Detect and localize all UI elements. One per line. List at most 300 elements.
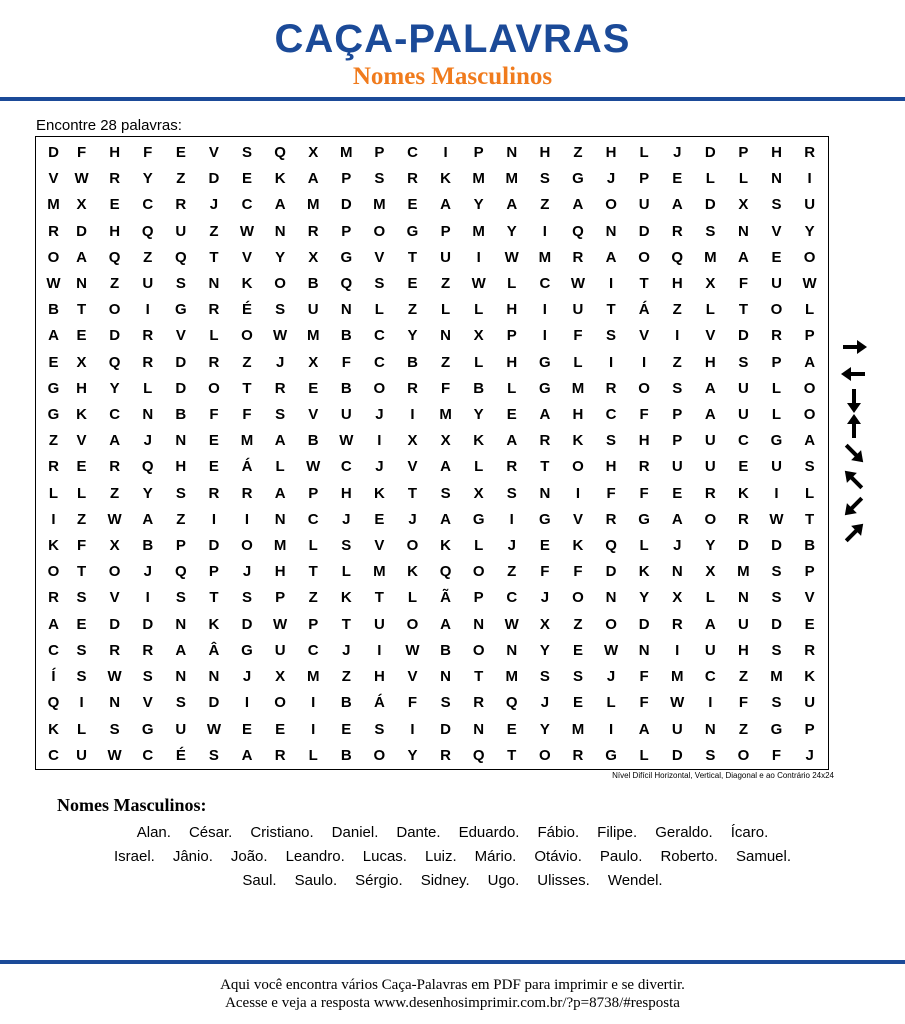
grid-letter: O [108, 301, 121, 319]
grid-letter: D [142, 615, 154, 633]
grid-letter: U [307, 301, 319, 319]
grid-letter: E [672, 170, 683, 188]
grid-letter: L [771, 379, 782, 397]
grid-letter: U [373, 615, 385, 633]
grid-letter: M [670, 668, 684, 686]
grid-letter: S [771, 563, 782, 581]
grid-letter: N [605, 222, 617, 240]
grid-letter: C [142, 746, 154, 764]
grid-letter: I [211, 510, 216, 528]
grid-letter: D [605, 563, 617, 581]
grid-letter: C [109, 406, 121, 424]
grid-letter: L [705, 170, 715, 188]
grid-letter: I [807, 170, 812, 188]
word-item: Ícaro. [730, 824, 769, 841]
grid-letter: Y [473, 196, 484, 214]
grid-letter: P [738, 144, 749, 161]
grid-letter: I [542, 301, 547, 319]
grid-letter: K [440, 170, 451, 188]
grid-letter: D [771, 537, 782, 555]
grid-letter: R [208, 484, 220, 502]
grid-letter: O [737, 746, 750, 764]
grid-letter: H [738, 641, 749, 659]
grid-letter: H [274, 563, 286, 581]
grid-letter: O [472, 641, 485, 659]
grid-letter: K [274, 170, 286, 188]
word-list-row [0, 848, 905, 866]
grid-letter: W [306, 458, 321, 476]
grid-letter: Q [671, 248, 684, 266]
grid-letter: Q [47, 694, 60, 712]
grid-letter: A [440, 196, 451, 214]
grid-letter: I [410, 406, 415, 424]
word-item: Leandro. [285, 848, 345, 865]
grid-letter: A [109, 432, 121, 450]
grid-letter: W [504, 248, 519, 266]
grid-letter: U [671, 458, 683, 476]
grid-letter: K [373, 484, 385, 502]
grid-letter: H [771, 144, 782, 161]
grid-letter: M [472, 222, 485, 240]
grid-letter: C [605, 406, 617, 424]
grid-letter: H [572, 406, 584, 424]
grid-letter: H [373, 668, 385, 686]
grid-letter: C [48, 746, 59, 764]
grid-letter: M [340, 144, 353, 161]
arrow-left-icon [836, 361, 872, 387]
grid-letter: R [407, 379, 418, 397]
grid-letter: G [406, 222, 419, 240]
grid-letter: S [374, 720, 385, 738]
grid-letter: Q [505, 694, 518, 712]
grid-letter: S [606, 327, 617, 345]
grid-letter: Z [738, 720, 748, 738]
grid-letter: P [175, 537, 186, 555]
grid-letter: Í [51, 668, 56, 686]
grid-letter: Z [738, 668, 748, 686]
grid-letter: G [47, 406, 60, 424]
grid-letter: A [274, 196, 286, 214]
grid-letter: J [805, 746, 814, 764]
grid-letter: P [473, 144, 484, 161]
grid-letter: P [275, 589, 286, 607]
grid-letter: Á [241, 458, 253, 476]
grid-letter: E [208, 432, 219, 450]
grid-letter: E [76, 615, 87, 633]
grid-letter: J [606, 170, 616, 188]
grid-letter: E [572, 694, 583, 712]
grid-letter: S [738, 353, 749, 371]
grid-letter: Z [176, 170, 186, 188]
grid-letter: S [771, 589, 782, 607]
grid-letter: Z [573, 615, 583, 633]
grid-letter: K [804, 668, 816, 686]
grid-letter: R [109, 458, 121, 476]
grid-letter: S [76, 641, 87, 659]
grid-letter: N [771, 170, 782, 188]
grid-letter: S [374, 275, 385, 293]
grid-letter: F [639, 694, 649, 712]
grid-letter: C [48, 641, 59, 659]
grid-letter: P [672, 432, 683, 450]
grid-letter: W [670, 694, 685, 712]
grid-letter: N [274, 510, 286, 528]
grid-letter: Z [308, 589, 318, 607]
grid-letter: G [340, 248, 353, 266]
grid-letter: O [572, 589, 584, 607]
grid-letter: V [771, 222, 782, 240]
grid-letter: Q [141, 458, 154, 476]
grid-letter: D [638, 615, 650, 633]
grid-letter: G [539, 510, 551, 528]
grid-letter: L [76, 720, 87, 738]
grid-letter: I [608, 720, 614, 738]
grid-letter: F [209, 406, 219, 424]
grid-letter: A [307, 170, 319, 188]
grid-letter: T [242, 379, 252, 397]
word-item: Luiz. [424, 848, 457, 865]
grid-letter: F [771, 746, 782, 764]
grid-letter: V [308, 406, 319, 424]
grid-letter: S [242, 144, 253, 161]
grid-letter: G [141, 720, 154, 738]
grid-letter: N [109, 694, 121, 712]
grid-letter: A [274, 432, 286, 450]
grid-letter: D [175, 379, 187, 397]
grid-letter: U [76, 746, 87, 764]
grid-letter: Z [143, 248, 153, 266]
grid-letter: Q [605, 537, 617, 555]
grid-letter: U [175, 222, 187, 240]
grid-letter: A [506, 432, 518, 450]
grid-letter: E [539, 537, 550, 555]
grid-letter: J [540, 589, 550, 607]
arrow-down-icon [836, 387, 872, 413]
grid-letter: P [771, 353, 782, 371]
grid-letter: G [241, 641, 253, 659]
grid-letter: N [473, 720, 485, 738]
grid-letter: L [573, 353, 583, 371]
grid-letter: Z [176, 510, 186, 528]
word-item: Sérgio. [355, 872, 403, 889]
grid-letter: I [377, 641, 382, 659]
grid-letter: Y [539, 720, 550, 738]
grid-letter: O [241, 327, 253, 345]
grid-letter: U [572, 301, 584, 319]
grid-letter: N [274, 222, 286, 240]
grid-letter: O [406, 615, 419, 633]
grid-letter: V [242, 248, 253, 266]
grid-letter: N [208, 275, 220, 293]
grid-letter: I [542, 327, 547, 345]
grid-letter: E [572, 641, 583, 659]
grid-letter: X [76, 196, 87, 214]
grid-letter: F [738, 275, 748, 293]
grid-letter: L [76, 484, 87, 502]
grid-letter: Z [242, 353, 252, 371]
grid-letter: Y [473, 406, 484, 424]
grid-letter: F [407, 694, 418, 712]
arrow-up-right-icon [836, 520, 872, 546]
grid-letter: W [504, 615, 519, 633]
grid-letter: K [76, 406, 87, 424]
grid-letter: Y [109, 379, 120, 397]
grid-letter: L [507, 379, 517, 397]
grid-letter: R [208, 353, 220, 371]
grid-letter: Z [440, 275, 451, 293]
grid-letter: U [804, 694, 816, 712]
grid-letter: A [440, 458, 451, 476]
grid-letter: R [704, 484, 716, 502]
grid-letter: Z [540, 196, 550, 214]
arrow-right-icon [836, 334, 872, 360]
grid-letter: L [507, 275, 517, 293]
word-item: Ugo. [487, 872, 520, 889]
grid-letter: L [143, 379, 153, 397]
grid-letter: B [48, 301, 59, 319]
grid-letter: A [804, 353, 816, 371]
grid-letter: V [572, 510, 583, 528]
grid-letter: N [208, 668, 220, 686]
grid-letter: W [46, 275, 61, 293]
grid-letter: O [539, 746, 551, 764]
grid-letter: T [738, 301, 748, 319]
grid-letter: T [407, 248, 418, 266]
arrow-up-left-icon [836, 467, 872, 493]
grid-letter: T [474, 668, 484, 686]
grid-letter: C [407, 144, 418, 161]
grid-letter: U [804, 196, 816, 214]
grid-letter: I [443, 144, 448, 161]
grid-letter: W [74, 170, 89, 188]
grid-letter: A [704, 615, 716, 633]
grid-letter: M [571, 720, 585, 738]
arrow-up-icon [836, 414, 872, 440]
grid-letter: C [373, 327, 385, 345]
grid-letter: E [407, 196, 418, 214]
grid-letter: S [672, 379, 683, 397]
grid-letter: Z [341, 668, 351, 686]
grid-letter: S [142, 668, 153, 686]
footer-link-text: Acesse e veja a resposta www.desenhosimprimir.com.br/?p=8738/#resposta [225, 995, 680, 1011]
grid-letter: U [738, 615, 749, 633]
grid-letter: S [705, 222, 716, 240]
grid-letter: V [208, 144, 219, 161]
letter-grid [36, 137, 828, 769]
grid-letter: G [605, 746, 617, 764]
grid-letter: G [539, 353, 551, 371]
grid-letter: J [143, 432, 152, 450]
grid-letter: S [705, 746, 716, 764]
grid-letter: S [539, 170, 550, 188]
grid-letter: X [308, 353, 319, 371]
grid-letter: C [506, 589, 518, 607]
grid-letter: T [76, 563, 87, 581]
grid-letter: W [273, 615, 288, 633]
grid-letter: H [76, 379, 87, 397]
bottom-divider [0, 960, 905, 964]
grid-letter: U [704, 458, 716, 476]
grid-letter: E [275, 720, 286, 738]
grid-letter: P [308, 484, 319, 502]
grid-letter: V [109, 589, 120, 607]
grid-letter: V [175, 327, 186, 345]
grid-letter: Ã [440, 589, 451, 607]
grid-letter: M [505, 170, 519, 188]
grid-letter: R [605, 379, 617, 397]
grid-letter: P [341, 170, 352, 188]
grid-letter: É [175, 746, 186, 764]
grid-letter: Z [48, 432, 59, 450]
grid-letter: S [275, 406, 286, 424]
grid-letter: H [109, 222, 121, 240]
grid-letter: P [804, 720, 815, 738]
grid-letter: U [175, 720, 187, 738]
grid-letter: M [439, 406, 452, 424]
grid-letter: W [239, 222, 255, 240]
grid-letter: W [107, 510, 122, 528]
grid-letter: T [507, 746, 517, 764]
grid-letter: U [738, 406, 749, 424]
grid-letter: A [704, 406, 716, 424]
grid-letter: W [273, 327, 288, 345]
grid-letter: H [109, 144, 121, 161]
grid-letter: W [206, 720, 221, 738]
grid-letter: I [79, 694, 84, 712]
grid-letter: R [539, 432, 551, 450]
word-item: Wendel. [607, 872, 663, 889]
word-item: Fábio. [537, 824, 580, 841]
grid-letter: I [311, 720, 316, 738]
grid-letter: Z [209, 222, 219, 240]
grid-letter: L [341, 563, 351, 581]
grid-letter: S [275, 301, 286, 319]
word-item: Paulo. [599, 848, 643, 865]
grid-letter: W [405, 641, 420, 659]
grid-letter: S [175, 275, 186, 293]
word-list-row [0, 824, 905, 842]
grid-letter: O [274, 694, 286, 712]
grid-letter: R [109, 170, 121, 188]
grid-letter: F [738, 694, 748, 712]
grid-letter: X [76, 353, 87, 371]
grid-letter: L [606, 694, 616, 712]
grid-letter: J [275, 353, 285, 371]
letter-grid-frame [35, 136, 829, 770]
grid-letter: R [175, 196, 187, 214]
grid-letter: L [374, 301, 384, 319]
grid-letter: B [340, 327, 352, 345]
grid-letter: S [440, 484, 451, 502]
grid-letter: N [473, 615, 485, 633]
grid-letter: B [340, 379, 352, 397]
grid-letter: O [770, 301, 783, 319]
grid-letter: R [804, 641, 816, 659]
grid-letter: E [76, 458, 87, 476]
grid-letter: E [109, 196, 120, 214]
grid-letter: M [306, 668, 320, 686]
grid-letter: O [373, 746, 386, 764]
grid-letter: D [440, 720, 451, 738]
grid-letter: Y [506, 222, 517, 240]
grid-letter: R [307, 222, 319, 240]
grid-letter: H [638, 432, 650, 450]
grid-letter: Z [110, 275, 120, 293]
grid-letter: Y [142, 170, 153, 188]
grid-letter: N [175, 615, 187, 633]
grid-letter: B [440, 641, 451, 659]
grid-letter: Q [274, 144, 286, 161]
grid-letter: T [341, 615, 351, 633]
grid-letter: D [738, 327, 749, 345]
grid-letter: R [48, 458, 59, 476]
grid-letter: G [638, 510, 650, 528]
grid-letter: D [175, 353, 187, 371]
grid-letter: D [109, 615, 121, 633]
grid-letter: D [208, 170, 220, 188]
grid-letter: F [76, 537, 87, 555]
word-item: Saul. [242, 872, 277, 889]
grid-letter: S [242, 589, 253, 607]
grid-letter: J [342, 510, 351, 528]
grid-letter: X [738, 196, 749, 214]
grid-letter: R [407, 170, 418, 188]
grid-letter: E [804, 615, 815, 633]
grid-letter: K [407, 563, 418, 581]
grid-letter: E [738, 458, 749, 476]
grid-letter: J [242, 563, 252, 581]
arrow-down-right-icon [836, 440, 872, 466]
grid-letter: O [803, 248, 816, 266]
grid-letter: V [804, 589, 815, 607]
grid-letter: H [605, 144, 617, 161]
grid-letter: O [274, 275, 286, 293]
grid-letter: N [638, 641, 650, 659]
grid-letter: X [705, 275, 716, 293]
page-title: CAÇA-PALAVRAS [274, 17, 631, 61]
grid-letter: V [639, 327, 650, 345]
grid-letter: W [107, 668, 122, 686]
word-item: Dante. [396, 824, 441, 841]
grid-letter: H [506, 301, 518, 319]
grid-letter: S [539, 668, 550, 686]
grid-letter: M [373, 196, 386, 214]
grid-letter: Q [174, 248, 187, 266]
word-item: Jânio. [172, 848, 213, 865]
grid-letter: C [539, 275, 551, 293]
grid-letter: C [340, 458, 352, 476]
grid-letter: D [241, 615, 253, 633]
grid-letter: D [109, 327, 121, 345]
grid-letter: H [671, 275, 683, 293]
grid-letter: M [240, 432, 254, 450]
grid-letter: C [373, 353, 385, 371]
grid-letter: N [175, 668, 187, 686]
grid-letter: C [142, 196, 154, 214]
grid-letter: I [542, 222, 547, 240]
grid-letter: K [340, 589, 352, 607]
grid-letter: P [374, 144, 385, 161]
grid-letter: S [440, 694, 451, 712]
grid-letter: Y [539, 641, 550, 659]
grid-letter: T [209, 248, 219, 266]
grid-letter: O [803, 379, 816, 397]
grid-letter: M [770, 668, 783, 686]
grid-letter: M [538, 248, 552, 266]
grid-letter: G [770, 720, 783, 738]
grid-letter: D [76, 222, 87, 240]
grid-letter: E [208, 458, 219, 476]
